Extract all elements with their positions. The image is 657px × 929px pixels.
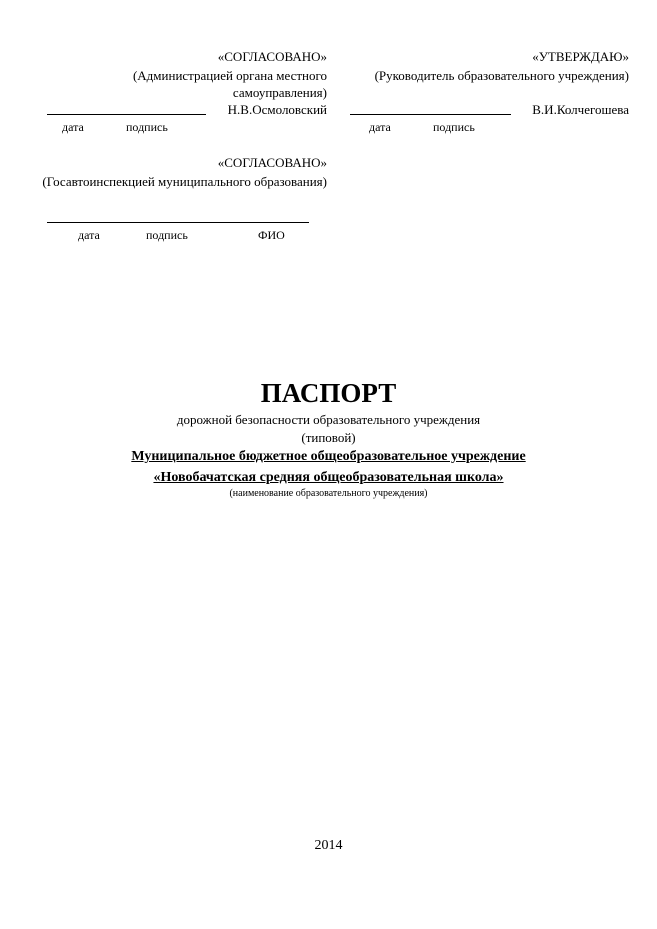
agreed-local-heading: «СОГЛАСОВАНО»: [217, 49, 327, 64]
organization-name-line-1: Муниципальное бюджетное общеобразовательное учреждение: [131, 449, 526, 464]
agreed-local-signature-line: [47, 114, 206, 115]
organization-name-line-2: «Новобачатская средняя общеобразовательная школа»: [153, 470, 504, 485]
agreed-local-date-label: дата: [62, 120, 84, 134]
agreed-traffic-organization: (Госавтоинспекцией муниципального образования): [42, 174, 327, 189]
document-title: ПАСПОРТ: [260, 378, 397, 408]
agreed-local-organization: (Администрацией органа местного самоуправления): [132, 68, 327, 100]
approved-signature-line: [350, 114, 511, 115]
agreed-traffic-fio-label: ФИО: [258, 228, 285, 242]
approved-sign-label: подпись: [433, 120, 475, 134]
document-subtitle: дорожной безопасности образовательного учреждения: [176, 412, 481, 427]
agreed-traffic-heading: «СОГЛАСОВАНО»: [217, 155, 327, 170]
approved-signer-name: В.И.Колчегошева: [532, 102, 629, 117]
agreed-traffic-date-label: дата: [78, 228, 100, 242]
organization-name-caption: (наименование образовательного учреждения): [229, 488, 428, 499]
approved-organization: (Руководитель образовательного учреждения): [374, 68, 629, 83]
agreed-local-signer-name: Н.В.Осмоловский: [227, 102, 327, 117]
agreed-local-sign-label: подпись: [126, 120, 168, 134]
agreed-traffic-sign-label: подпись: [146, 228, 188, 242]
document-year: 2014: [314, 838, 343, 853]
agreed-traffic-signature-line: [47, 222, 309, 223]
document-type: (типовой): [301, 430, 356, 445]
approved-heading: «УТВЕРЖДАЮ»: [532, 49, 629, 64]
approved-date-label: дата: [369, 120, 391, 134]
